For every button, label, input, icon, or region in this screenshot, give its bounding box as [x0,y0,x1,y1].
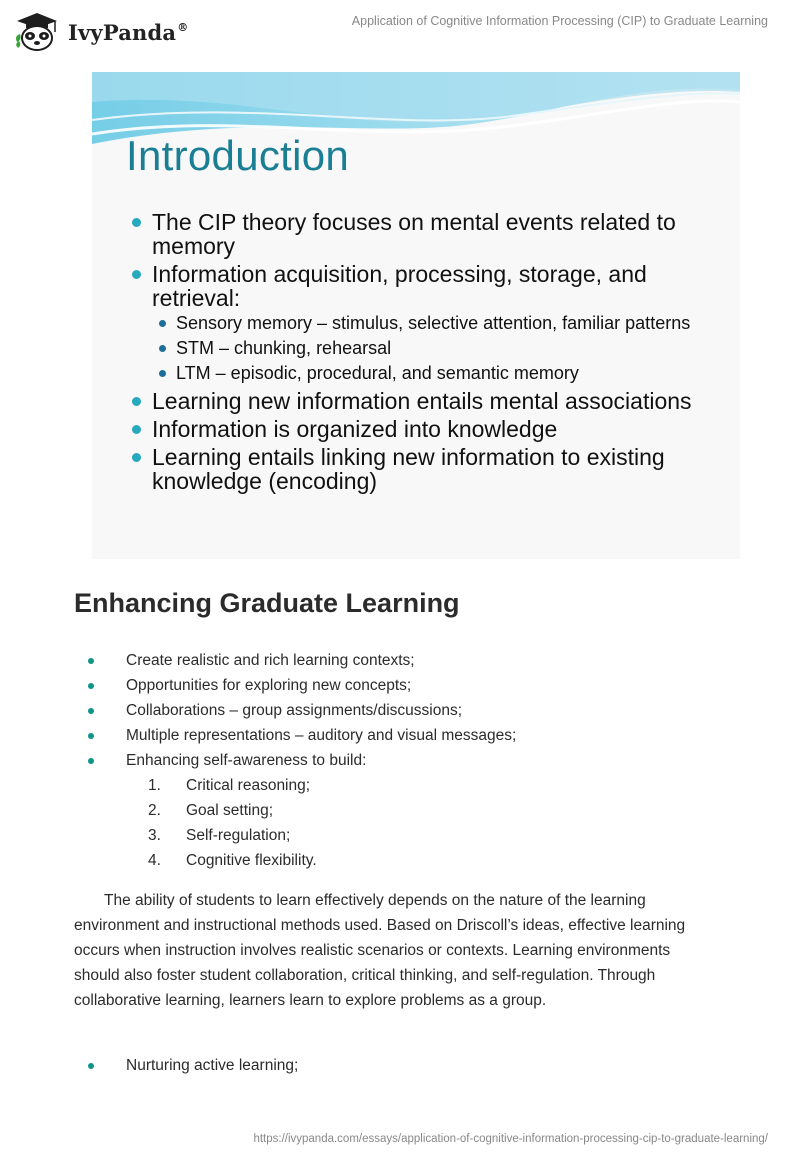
bullet-dot-icon [88,1063,94,1069]
bullet-dot-icon [159,345,166,352]
bullet-dot-icon [88,758,94,764]
panda-graduate-icon [14,12,60,52]
slide-title: Introduction [126,132,350,179]
bullet-dot-icon [88,658,94,664]
page-header [0,0,800,62]
bullet-list [88,648,728,773]
document-title: Application of Cognitive Information Processing (CIP) to Graduate Learning [351,14,768,28]
numbered-item: 3. Self-regulation; [148,827,291,844]
list-item: Multiple representations – auditory and visual messages; [88,723,728,748]
bullet-dot-icon [88,708,94,714]
ivypanda-logo[interactable] [14,12,188,52]
bullet-dot-icon [132,453,141,462]
slide-bullet: Information acquisition, processing, storage, and retrieval: [130,262,730,310]
bullet-dot-icon [159,370,166,377]
slide-sub-bullet: LTM – episodic, procedural, and semantic memory [130,364,730,383]
body-paragraph: The ability of students to learn effectively depends on the nature of the learning environment and instructional methods used. Based on Driscoll’s ideas, effective learning occurs when instruction involves realistic scenarios or contexts. Learning environments should also foster student collaboration, critical thinking, and self-regulation. Through collaborative learning, learners learn to explore problems as a group. [74,892,686,1009]
list-item: Create realistic and rich learning contexts; [88,648,728,673]
bullet-dot-icon [88,733,94,739]
numbered-item: 2. Goal setting; [148,802,274,819]
source-url-link[interactable]: https://ivypanda.com/essays/application-of-cognitive-information-processing-cip-to-graduate-learning/ [253,1133,768,1145]
list-item: Nurturing active learning; [88,1053,728,1078]
brand-name: IvyPanda® [68,19,189,45]
bullet-dot-icon [132,218,141,227]
slide-bullet: Learning entails linking new information to existing knowledge (encoding) [130,445,730,493]
bullet-dot-icon [132,270,141,279]
list-item: Opportunities for exploring new concepts; [88,673,728,698]
list-item: Enhancing self-awareness to build: [88,748,728,773]
slide-bullet-list [130,210,730,497]
presentation-slide [92,72,740,559]
section-heading: Enhancing Graduate Learning [74,588,460,618]
numbered-item: 4. Cognitive flexibility. [148,852,317,869]
list-item: Collaborations – group assignments/discussions; [88,698,728,723]
numbered-item: 1. Critical reasoning; [148,777,311,794]
bullet-dot-icon [132,397,141,406]
slide-sub-bullet: Sensory memory – stimulus, selective attention, familiar patterns [130,314,730,333]
bullet-dot-icon [159,320,166,327]
slide-bullet: Information is organized into knowledge [130,417,730,441]
bullet-dot-icon [132,425,141,434]
bullet-dot-icon [88,683,94,689]
slide-bullet: Learning new information entails mental associations [130,389,730,413]
numbered-list [88,773,728,873]
slide-bullet: The CIP theory focuses on mental events related to memory [130,210,730,258]
bullet-list [88,1053,728,1078]
slide-sub-bullet: STM – chunking, rehearsal [130,339,730,358]
